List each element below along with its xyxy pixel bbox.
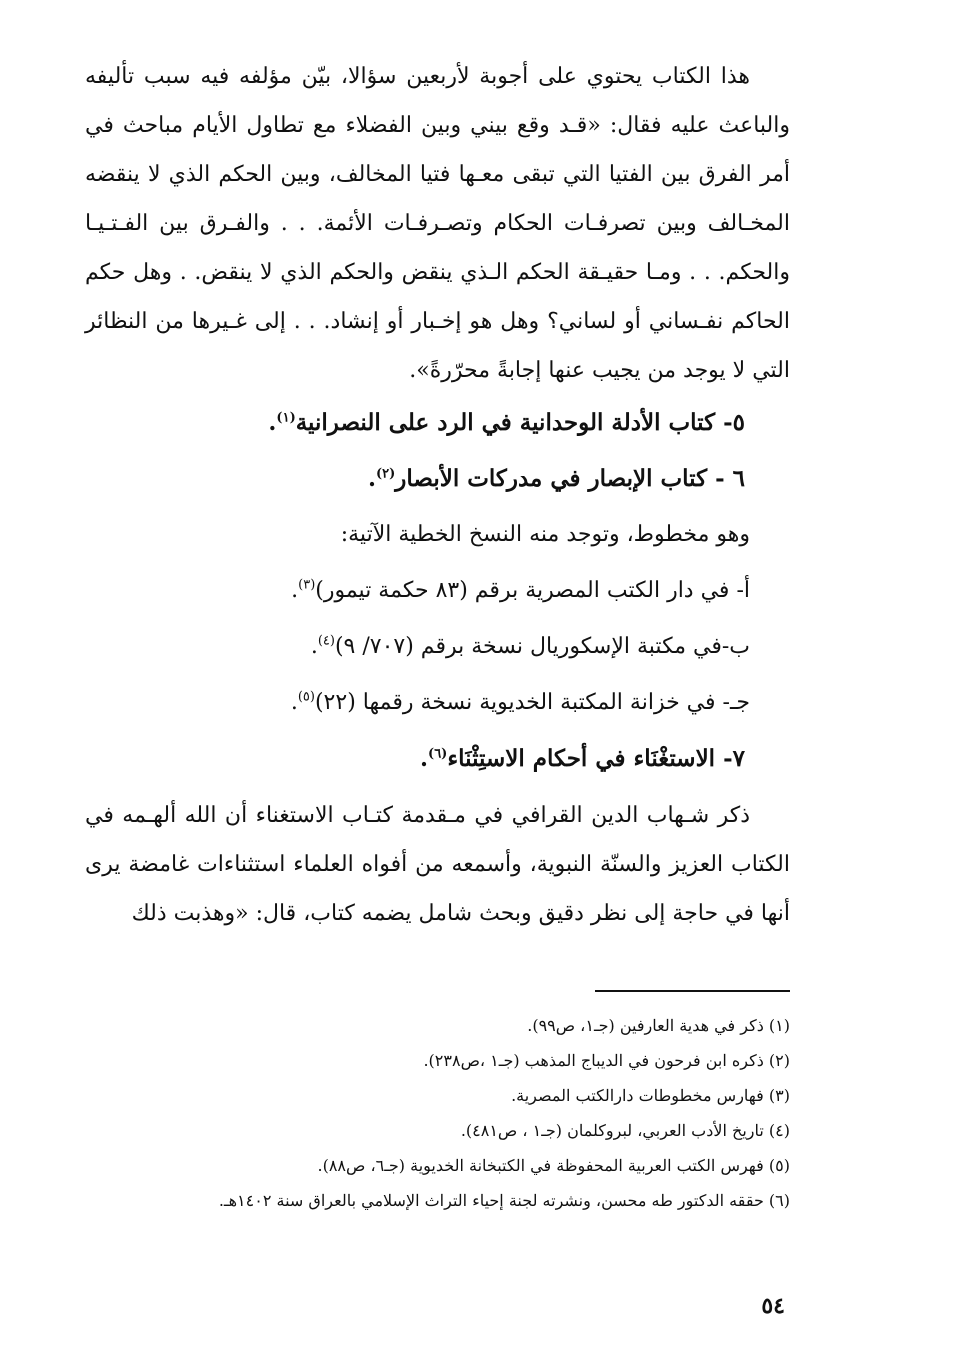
footnote-ref-2: (٢) [375, 466, 396, 482]
footnote-ref-4: (٤) [317, 633, 335, 649]
footnote-6: (٦) حققه الدكتور طه محسن، ونشرته لجنة إحياء التراث الإسلامي بالعراق سنة ١٤٠٢هـ. [218, 1191, 790, 1210]
item-7-heading: ٧- الاستغْنَاء في أحكام الاستِثْنَاء$^{(٦)}$. [420, 745, 745, 772]
page-number: ٥٤ [761, 1293, 785, 1319]
footnotes [85, 1008, 790, 1218]
manuscript-b: ب-في مكتبة الإسكوريال نسخة برقم (٧٠٧/ ٩)$^{(٤)}$. [310, 633, 750, 659]
item-5-title: ٥- كتاب الأدلة الوحدانية في الرد على النصرانية [295, 409, 745, 436]
manuscript-a: أ- في دار الكتب المصرية برقم (٨٣ حكمة تيمور)$^{(٣)}$. [291, 577, 750, 603]
footnote-ref-6: (٦) [428, 746, 448, 762]
footnote-ref-3: (٣) [298, 577, 316, 593]
footnote-3: (٣) فهارس مخطوطات دارالكتب المصرية. [511, 1086, 790, 1105]
footnote-ref-1: (١) [276, 410, 296, 426]
manuscripts-intro: وهو مخطوط، وتوجد منه النسخ الخطية الآتية: [340, 522, 750, 547]
item-7-title: ٧- الاستغْنَاء في أحكام الاستِثْنَاء [447, 745, 745, 772]
item-5-heading: ٥- كتاب الأدلة الوحدانية في الرد على النصرانية$^{(١)}$. [268, 409, 745, 436]
item-6-title: ٦ - كتاب الإبصار في مدركات الأبصار [395, 465, 745, 492]
manuscript-c: جـ- في خزانة المكتبة الخديوية نسخة رقمها (٢٢)$^{(٥)}$. [290, 689, 750, 715]
main-text [85, 52, 790, 938]
footnote-4: (٤) تاريخ الأدب العربي، لبروكلمان (جـ١ ، ص٤٨١). [460, 1121, 790, 1140]
istighna-paragraph: ذكر شـهاب الدين القرافي في مـقدمة كتـاب الاستغناء أن الله ألهـمه في الكتاب العزيز والسنّة النبوية، وأسمعه من أفواه العلماء استثناءات غامضة يرى أنها في حاجة إلى نظر دقيق وبحث شامل يضمه كتاب، قال: «وهذبت ذلك [85, 803, 790, 926]
footnote-1: (١) ذكر في هدية العارفين (جـ١، ص٩٩). [527, 1016, 790, 1035]
footnote-divider [595, 990, 790, 992]
manuscript-c-text: جـ- في خزانة المكتبة الخديوية نسخة رقمها (٢٢) [314, 690, 750, 715]
manuscript-b-text: ب-في مكتبة الإسكوريال نسخة برقم (٧٠٧/ ٩) [334, 634, 750, 659]
intro-paragraph: هذا الكتاب يحتوي على أجوبة لأربعين سؤالا، بيّن مؤلفه فيه سبب تأليفه والباعث عليه فقال: «قـد وقع بيني وبين الفضلاء مع تطاول الأيام مباحث في أمر الفرق بين الفتيا التي تبقى معـها فتيا المخالف، وبين الحكم الذي لا ينقضه المخـالف وبين تصرفـات الحكام وتصـرفـات الأئمة. . . والفـرق بين الفـتـيـا والحكم. . . ومـا حقيـقة الحكم الـذي ينقض والحكم الذي لا ينقض. . وهل حكم الحاكم نفـساني أو لساني؟ وهل هو إخـبار أو إنشاد. . . إلى غـيرها من النظائر التي لا يوجد من يجيب عنها إجابةً محرّرةً». [85, 64, 790, 383]
manuscript-a-text: أ- في دار الكتب المصرية برقم (٨٣ حكمة تيمور) [315, 578, 750, 603]
footnote-5: (٥) فهرس الكتب العربية المحفوظة في الكتبخانة الخديوية (جـ٦، ص٨٨). [317, 1156, 790, 1175]
footnote-ref-5: (٥) [297, 689, 315, 705]
item-6-heading: ٦ - كتاب الإبصار في مدركات الأبصار$^{(٢)}$. [367, 465, 745, 492]
footnote-2: (٢) ذكره ابن فرحون في الديباج المذهب (جـ١ ،ص٢٣٨). [423, 1051, 790, 1070]
